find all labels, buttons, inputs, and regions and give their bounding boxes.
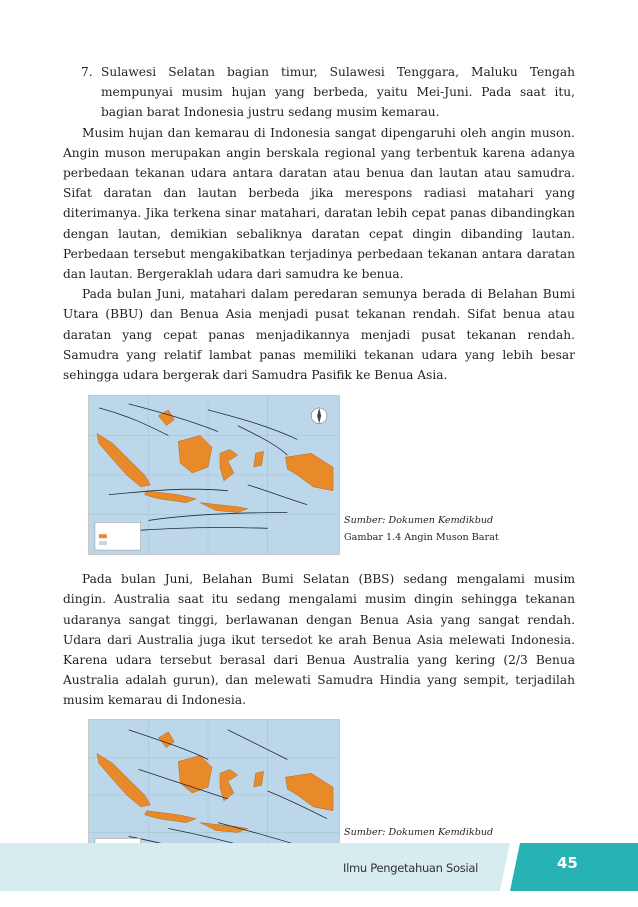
figure-muson-barat	[63, 395, 575, 555]
list-number: 7.	[81, 65, 93, 79]
list-item-7	[63, 62, 575, 123]
paragraph-juni-bbs: Pada bulan Juni, Belahan Bumi Selatan (BBS) sedang mengalami musim dingin. Australia saat itu sedang mengalami musim dingin sehingga tekanan udaranya sangat tinggi, berlawanan dengan Benua Asia yang sangat rendah. Udara dari Australia juga ikut tersedot ke arah Benua Asia melewati Indonesia. Karena udara tersebut berasal dari Benua Australia yang kering (2/3 Benua Australia adalah gurun), dan melewati Samudra Hindia yang sempit, terjadilah musim kemarau di Indonesia.	[63, 572, 575, 708]
figure-source: Sumber: Dokumen Kemdikbud	[344, 515, 494, 527]
figure-title: Gambar 1.4 Angin Muson Barat	[344, 532, 499, 544]
page-content	[63, 62, 575, 883]
page-number: 45	[557, 854, 578, 872]
paragraph-muson: Musim hujan dan kemarau di Indonesia sangat dipengaruhi oleh angin muson. Angin muson merupakan angin berskala regional yang terbentuk karena adanya perbedaan tekanan udara antara daratan atau benua dan lautan atau samudra. Sifat daratan dan lautan berbeda jika merespons radiasi matahari yang diterimanya. Jika terkena sinar matahari, daratan lebih cepat panas dibandingkan dengan lautan, demikian sebaliknya daratan cepat dingin dibanding lautan. Perbedaan tersebut mengakibatkan terjadinya perbedaan tekanan antara daratan dan lautan. Bergeraklah udara dari samudra ke benua.	[63, 125, 575, 282]
book-title: Ilmu Pengetahuan Sosial	[343, 861, 478, 875]
page-footer	[0, 843, 638, 891]
map-muson-barat	[88, 395, 340, 555]
figure-caption-barat	[344, 515, 499, 543]
footer-band	[0, 843, 638, 891]
figure-source: Sumber: Dokumen Kemdikbud	[344, 826, 494, 838]
paragraph-juni-bbu: Pada bulan Juni, matahari dalam peredaran semunya berada di Belahan Bumi Utara (BBU) dan Benua Asia menjadi pusat tekanan rendah. Sifat benua atau daratan yang cepat panas menjadikannya menjadi pusat tekanan rendah. Samudra yang relatif lambat panas memiliki tekanan udara yang lebih besar sehingga udara bergerak dari Samudra Pasifik ke Benua Asia.	[63, 287, 575, 383]
list-text: Sulawesi Selatan bagian timur, Sulawesi Tenggara, Maluku Tengah mempunyai musim hujan yang berbeda, yaitu Mei-Juni. Pada saat itu, bagian barat Indonesia justru sedang musim kemarau.	[101, 65, 575, 120]
